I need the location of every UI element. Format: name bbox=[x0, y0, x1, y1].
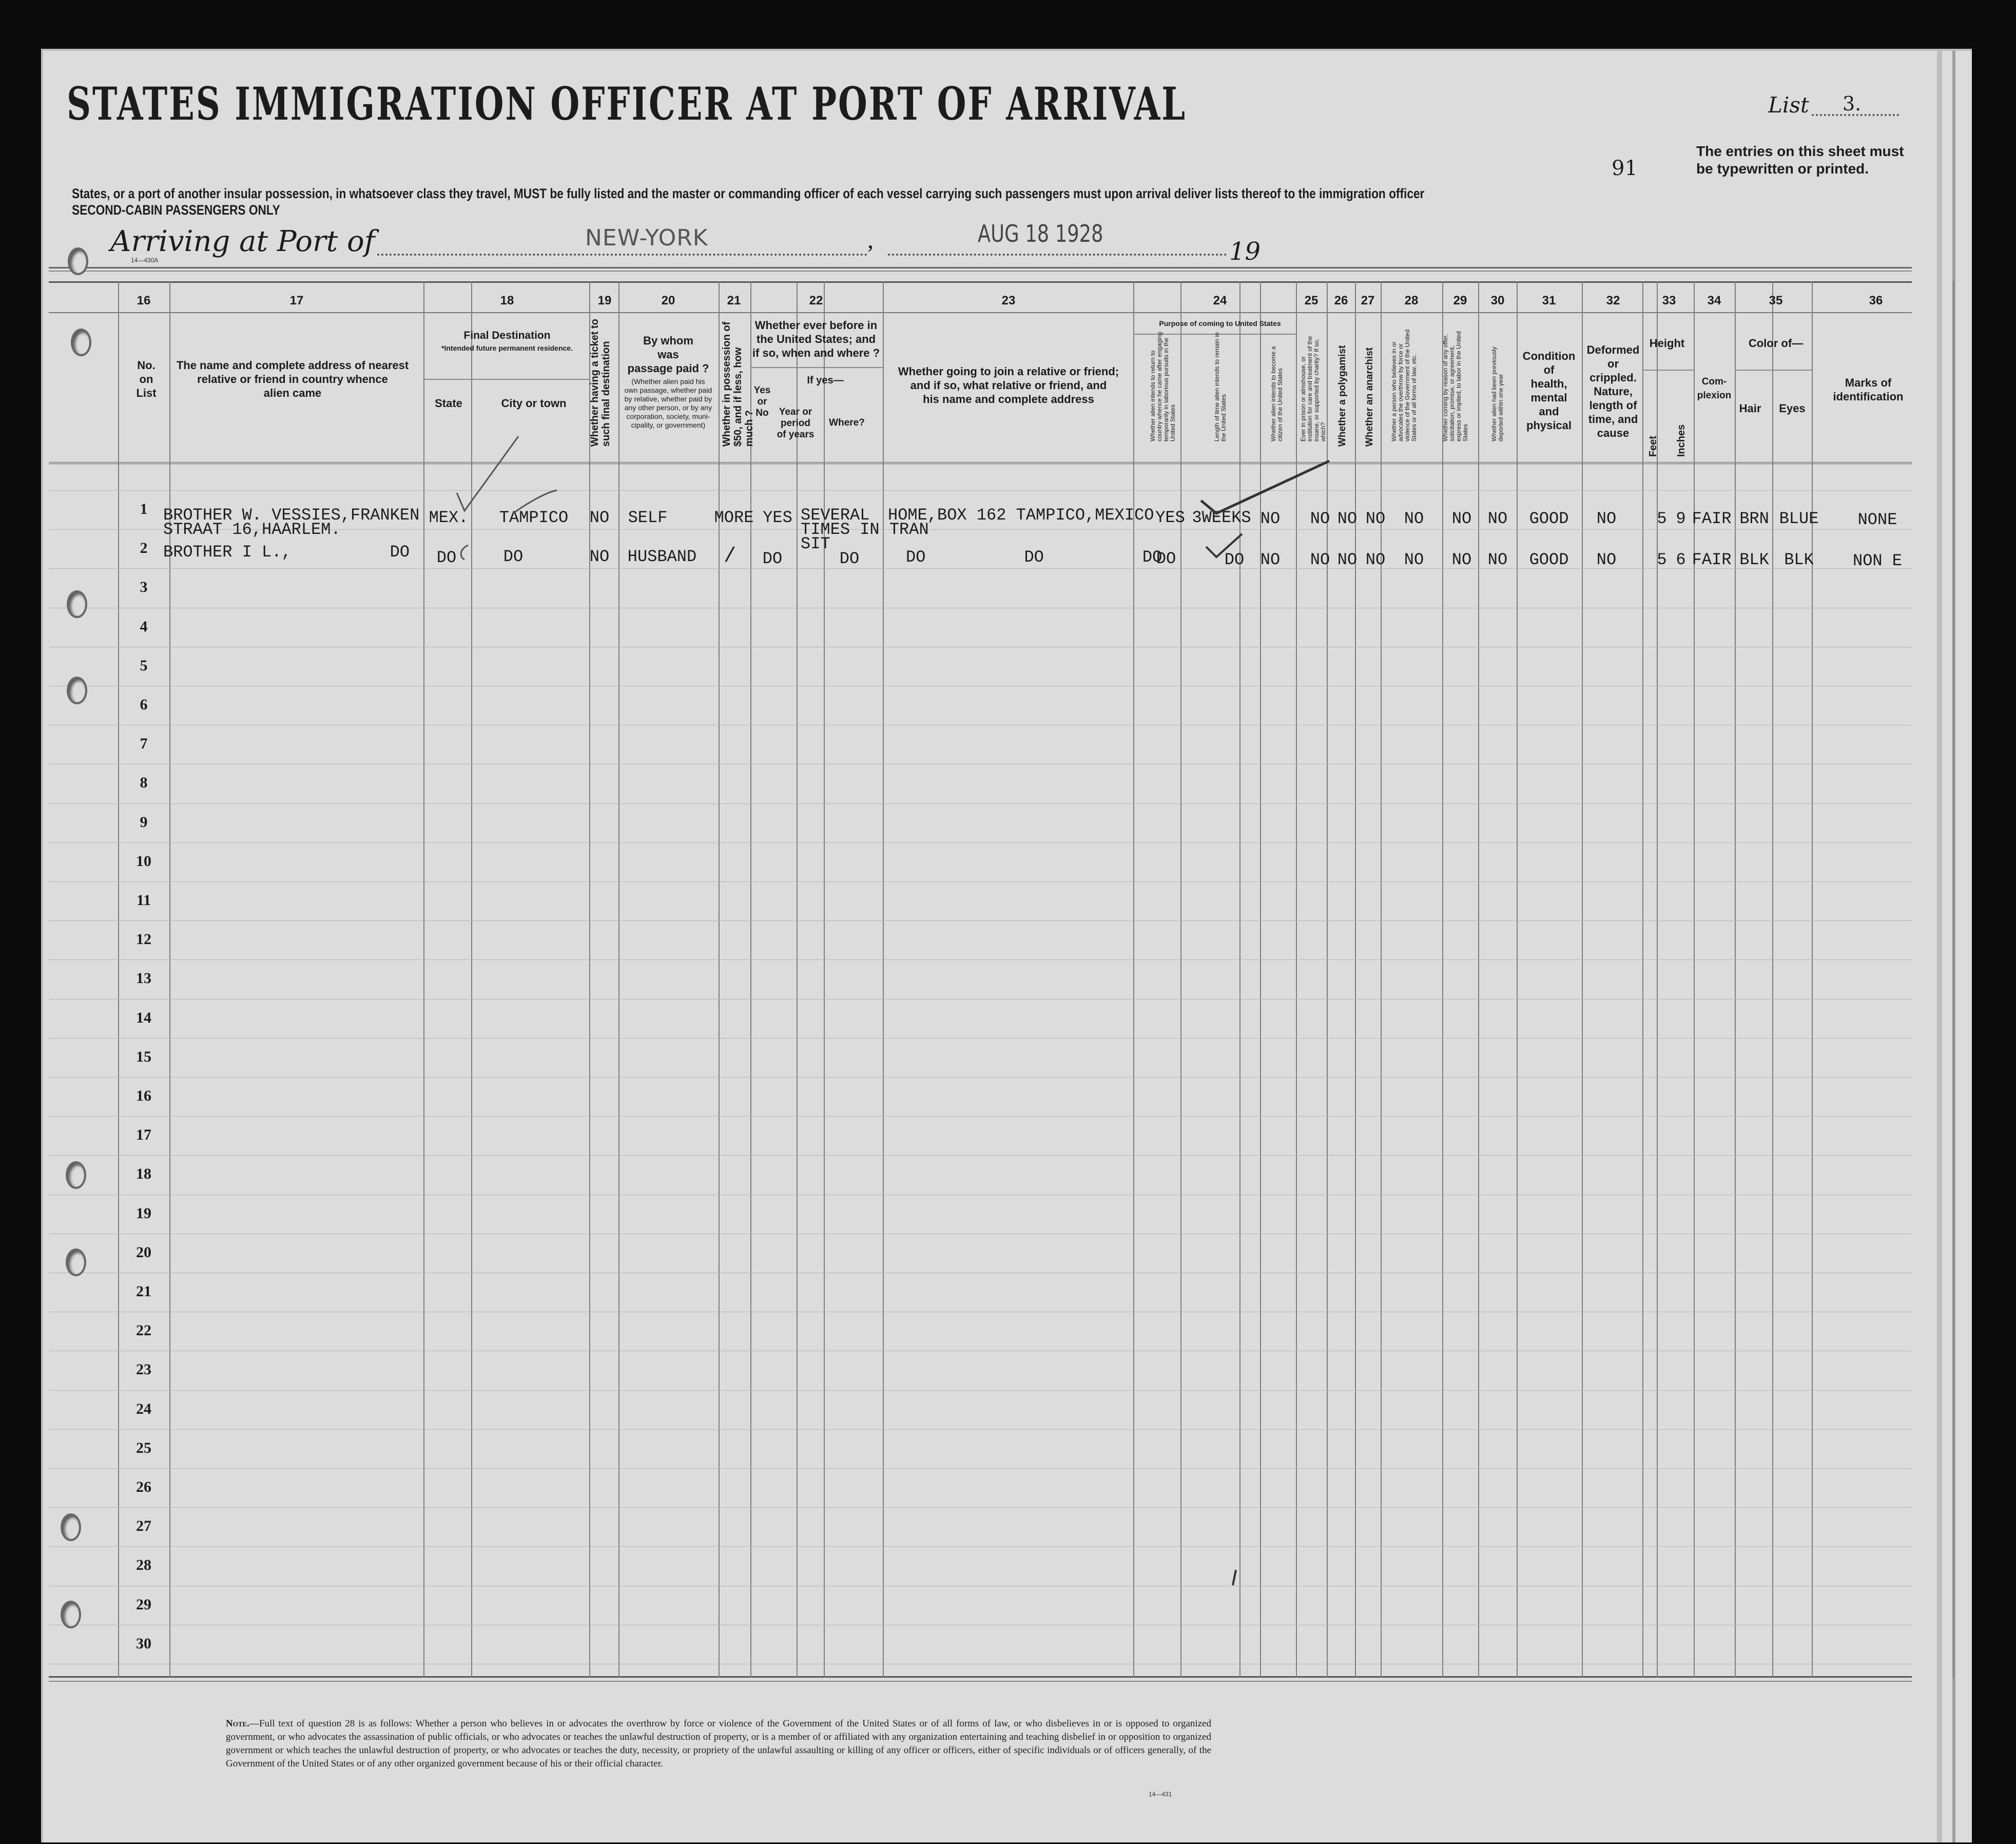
row1-anarchist: NO bbox=[1365, 509, 1386, 528]
row2-relative: BROTHER I L., DO bbox=[163, 543, 410, 562]
row-number: 17 bbox=[136, 1126, 151, 1143]
row2-paid-by: HUSBAND bbox=[627, 547, 697, 566]
footnote-text: —Full text of question 28 is as follows: Whether a person who believes in or advocates the overthrow by force or violence of the Government of the United States or of all forms of law, or who disbelieves in or is opposed to organized government, or who advocates the assassination of public officials, or who advocates or teaches the unlawful destruction of property, or is a member of or affiliated with any organization entertaining and teaching disbelief in or opposition to organized government or which teaches the unlawful destruction of property, or who advocates or teaches the duty, necessity, or propriety of the unlawful assaulting or killing of any officer or officers, either of specific individuals or of officers generally, of the Government of the United States or of any other organized government because of his or their official character. bbox=[226, 1718, 1211, 1769]
column-number: 25 bbox=[1304, 294, 1319, 308]
column-number: 36 bbox=[1869, 294, 1883, 308]
row-number: 26 bbox=[136, 1478, 151, 1495]
row2-polygamist: NO bbox=[1337, 550, 1358, 569]
binder-hole bbox=[71, 329, 91, 356]
row2-ticket: NO bbox=[589, 547, 610, 566]
row1-feet: 5 bbox=[1657, 509, 1667, 528]
binder-hole bbox=[67, 677, 87, 704]
row-number: 29 bbox=[136, 1596, 151, 1613]
row2-deported: NO bbox=[1487, 550, 1508, 569]
row1-inches: 9 bbox=[1676, 509, 1686, 528]
header-health: Condition of health, mental and physical bbox=[1522, 350, 1576, 432]
pen-stroke bbox=[1233, 1570, 1236, 1585]
row-number: 30 bbox=[136, 1635, 151, 1652]
column-number: 29 bbox=[1453, 294, 1467, 308]
header-where: Where? bbox=[829, 417, 865, 428]
column-number: 23 bbox=[1001, 294, 1016, 308]
row-number: 19 bbox=[136, 1205, 151, 1222]
row1-labor: NO bbox=[1451, 509, 1472, 528]
row2-complexion: FAIR bbox=[1692, 550, 1732, 569]
row2-state: DO bbox=[436, 548, 457, 567]
row2-marks: NON E bbox=[1852, 551, 1903, 570]
row-number: 3 bbox=[140, 579, 148, 596]
header-labor-offer: Whether coming by reason of any offer, solicitation, promise, or agreement, express or implied, to labor in the United States bbox=[1442, 331, 1469, 441]
page-number: 91 bbox=[1612, 157, 1638, 180]
row-number: 27 bbox=[136, 1518, 151, 1534]
row-number: 13 bbox=[136, 970, 151, 987]
row-number: 9 bbox=[140, 814, 148, 831]
column-number: 27 bbox=[1361, 294, 1375, 308]
row2-deformed: NO bbox=[1596, 550, 1617, 569]
column-number: 26 bbox=[1334, 294, 1348, 308]
header-deported: Whether alien had been previously deported within one year bbox=[1490, 347, 1504, 441]
check-mark bbox=[461, 545, 468, 560]
row-number: 20 bbox=[136, 1244, 151, 1261]
check-mark bbox=[513, 490, 557, 513]
column-number: 22 bbox=[809, 294, 823, 308]
footnote-lead: Note. bbox=[226, 1718, 249, 1729]
row-number: 12 bbox=[136, 931, 151, 948]
header-if-yes: If yes— bbox=[807, 375, 844, 386]
row1-money: MORE bbox=[714, 508, 754, 527]
header-prison: Ever in prison or almshouse, or institution for care and treatment of the insane, or supported by charity? If so, which? bbox=[1300, 336, 1327, 441]
row-number: 10 bbox=[136, 853, 151, 870]
row-number: 18 bbox=[136, 1165, 151, 1182]
column-number: 24 bbox=[1213, 294, 1227, 308]
header-anarchist: Whether an anarchist bbox=[1364, 347, 1375, 447]
binder-hole bbox=[67, 590, 87, 618]
column-number: 21 bbox=[727, 294, 741, 308]
column-number: 17 bbox=[289, 294, 304, 308]
header-final-destination: Final Destination bbox=[463, 330, 551, 341]
row-number: 6 bbox=[140, 696, 148, 713]
binder-hole bbox=[68, 247, 88, 275]
row2-q28: NO bbox=[1404, 550, 1424, 569]
row1-joining: HOME,BOX 162 TAMPICO,MEXICO bbox=[888, 506, 1154, 525]
row1-complexion: FAIR bbox=[1692, 509, 1732, 528]
header-polygamist: Whether a polygamist bbox=[1337, 345, 1348, 447]
entries-note: The entries on this sheet must be typewritten or printed. bbox=[1696, 143, 1904, 177]
date-stamp: AUG 18 1928 bbox=[978, 220, 1103, 247]
row2-hair: BLK bbox=[1739, 550, 1769, 569]
row1-before-yes: YES bbox=[763, 508, 792, 527]
row2-feet: 5 bbox=[1657, 550, 1667, 569]
row1-polygamist: NO bbox=[1337, 509, 1358, 528]
row1-return: YES bbox=[1155, 508, 1185, 527]
header-destination-note: *Intended future permanent residence. bbox=[441, 344, 573, 352]
row-number: 11 bbox=[136, 892, 151, 909]
instruction-text: States, or a port of another insular possession, in whatsoever class they travel, MUST be fully listed and the master or commanding officer of each vessel carrying such passengers must upon arrival deliver lists thereof to the immigration officer bbox=[72, 186, 1425, 201]
header-complexion: Com- plexion bbox=[1697, 376, 1732, 401]
check-mark bbox=[1206, 534, 1242, 557]
check-mark bbox=[1201, 461, 1329, 513]
row-number: 5 bbox=[140, 657, 148, 674]
header-height: Height bbox=[1649, 337, 1685, 350]
row-number: 2 bbox=[140, 540, 148, 556]
comma: , bbox=[867, 226, 874, 254]
header-question-28: Whether a person who believes in or advocates the overthrow by force or violence of the Government of the United States or of all forms of law, etc. bbox=[1390, 329, 1418, 441]
row-number: 1 bbox=[140, 501, 148, 517]
row-number: 16 bbox=[136, 1087, 151, 1104]
row-number: 23 bbox=[136, 1361, 151, 1378]
header-deformed: Deformed or crippled. Nature, length of time, and cause bbox=[1586, 343, 1640, 439]
row2-before-yes: DO bbox=[762, 549, 783, 568]
row1-state: MEX. bbox=[429, 508, 469, 527]
row1-citizen: NO bbox=[1260, 509, 1281, 528]
header-inches: Inches bbox=[1676, 424, 1687, 457]
form-number: 14—430A bbox=[131, 257, 159, 264]
header-passage-note: (Whether alien paid his own passage, whether paid by relative, whether paid by any other person, or by any corporation, society, muni- cipality, or government) bbox=[624, 377, 712, 429]
row-number: 24 bbox=[136, 1400, 151, 1417]
header-relative-address: The name and complete address of nearest relative or friend in country whence alien came bbox=[176, 359, 409, 399]
column-number: 34 bbox=[1707, 294, 1721, 308]
binder-hole bbox=[61, 1513, 81, 1541]
header-passage-paid: By whom was passage paid ? bbox=[627, 334, 709, 375]
header-year-period: Year or period of years bbox=[777, 407, 815, 440]
row-number: 15 bbox=[136, 1048, 151, 1065]
row1-paid-by: SELF bbox=[628, 508, 668, 527]
column-number: 30 bbox=[1490, 294, 1505, 308]
header-marks: Marks of identification bbox=[1833, 376, 1904, 403]
row2-eyes: BLK bbox=[1784, 550, 1814, 569]
row2-citizen: NO bbox=[1260, 550, 1281, 569]
form-title: STATES IMMIGRATION OFFICER AT PORT OF ARRIVAL bbox=[67, 77, 1187, 130]
row1-marks: NONE bbox=[1857, 510, 1897, 529]
footnote bbox=[226, 1717, 1211, 1771]
row1-relative-line2: STRAAT 16,HAARLEM. bbox=[163, 520, 341, 539]
year-prefix: 19 bbox=[1229, 237, 1261, 266]
row2-before-where: DO bbox=[839, 549, 860, 568]
row2-joining: DO DO DO bbox=[906, 548, 1162, 567]
header-return-intent: Whether alien intends to return to country whence he came after engaging temporarily in laborious pursuits in the United States bbox=[1149, 332, 1176, 441]
column-number: 33 bbox=[1662, 294, 1676, 308]
row1-deformed: NO bbox=[1596, 509, 1617, 528]
row1-relative-line1: BROTHER W. VESSIES,FRANKEN bbox=[163, 506, 420, 525]
list-label: List bbox=[1768, 92, 1809, 118]
row1-eyes: BLUE bbox=[1779, 509, 1819, 528]
footnote-form-code: 14—431 bbox=[1149, 1791, 1172, 1798]
row1-hair: BRN bbox=[1739, 509, 1769, 528]
row1-before-period: SEVERAL TIMES IN TRAN SIT bbox=[801, 506, 929, 553]
row1-prison: NO bbox=[1310, 509, 1330, 528]
row1-length: 3WEEKS bbox=[1192, 508, 1251, 527]
column-number: 19 bbox=[597, 294, 612, 308]
row2-health: GOOD bbox=[1529, 550, 1569, 569]
binder-hole bbox=[61, 1601, 81, 1628]
row2-length: DO bbox=[1224, 550, 1245, 569]
header-ticket: Whether having a ticket to such final destination bbox=[589, 319, 612, 447]
row2-inches: 6 bbox=[1676, 550, 1686, 569]
row1-deported: NO bbox=[1487, 509, 1508, 528]
arriving-label: Arriving at Port of bbox=[110, 225, 375, 258]
row-number: 8 bbox=[140, 774, 148, 791]
row-number: 25 bbox=[136, 1439, 151, 1456]
header-city: City or town bbox=[501, 397, 567, 410]
row2-return: DO bbox=[1156, 549, 1176, 568]
column-number: 32 bbox=[1606, 294, 1620, 308]
binder-hole bbox=[66, 1248, 86, 1276]
header-eyes: Eyes bbox=[1779, 402, 1806, 415]
row1-q28: NO bbox=[1404, 509, 1424, 528]
port-name: NEW-YORK bbox=[585, 225, 708, 251]
row-number: 22 bbox=[136, 1322, 151, 1339]
header-before-yes-no: Yes or No bbox=[753, 385, 771, 418]
header-state: State bbox=[435, 397, 462, 410]
column-number: 35 bbox=[1769, 294, 1783, 308]
header-purpose: Purpose of coming to United States bbox=[1159, 319, 1281, 328]
row-number: 7 bbox=[140, 735, 148, 752]
header-joining-relative: Whether going to join a relative or friend; and if so, what relative or friend, and his name and complete address bbox=[898, 365, 1119, 406]
row-number: 4 bbox=[140, 618, 148, 635]
check-mark bbox=[457, 436, 518, 511]
row1-health: GOOD bbox=[1529, 509, 1569, 528]
row-number: 21 bbox=[136, 1283, 151, 1300]
column-number: 16 bbox=[137, 294, 151, 308]
column-number: 18 bbox=[500, 294, 514, 308]
column-number: 31 bbox=[1542, 294, 1556, 308]
binder-hole bbox=[66, 1161, 86, 1189]
column-number: 28 bbox=[1404, 294, 1419, 308]
header-feet: Feet bbox=[1647, 435, 1659, 457]
row-number: 28 bbox=[136, 1557, 151, 1573]
row2-prison: NO bbox=[1310, 550, 1330, 569]
row-number: 14 bbox=[136, 1009, 151, 1026]
row2-money: / bbox=[723, 545, 736, 568]
row2-city: DO bbox=[503, 547, 524, 566]
header-hair: Hair bbox=[1739, 402, 1761, 415]
column-number: 20 bbox=[661, 294, 675, 308]
row1-city: TAMPICO bbox=[499, 508, 569, 527]
row1-ticket: NO bbox=[589, 508, 610, 527]
header-money: Whether in possession of $50, and if less, how much ? bbox=[721, 321, 755, 447]
header-citizenship-intent: Whether alien intends to become a citizen of the United States bbox=[1270, 346, 1284, 441]
header-length-of-stay: Length of time alien intends to remain in the United States bbox=[1213, 332, 1227, 441]
list-number: 3. bbox=[1843, 92, 1862, 115]
row2-anarchist: NO bbox=[1365, 550, 1386, 569]
header-color-of: Color of— bbox=[1748, 337, 1804, 350]
row2-labor: NO bbox=[1451, 550, 1472, 569]
header-before-in-us: Whether ever before in the United States; and if so, when and where ? bbox=[752, 319, 880, 359]
header-no-on-list: No. on List bbox=[136, 359, 157, 399]
cabin-class-label: SECOND-CABIN PASSENGERS ONLY bbox=[72, 202, 280, 218]
